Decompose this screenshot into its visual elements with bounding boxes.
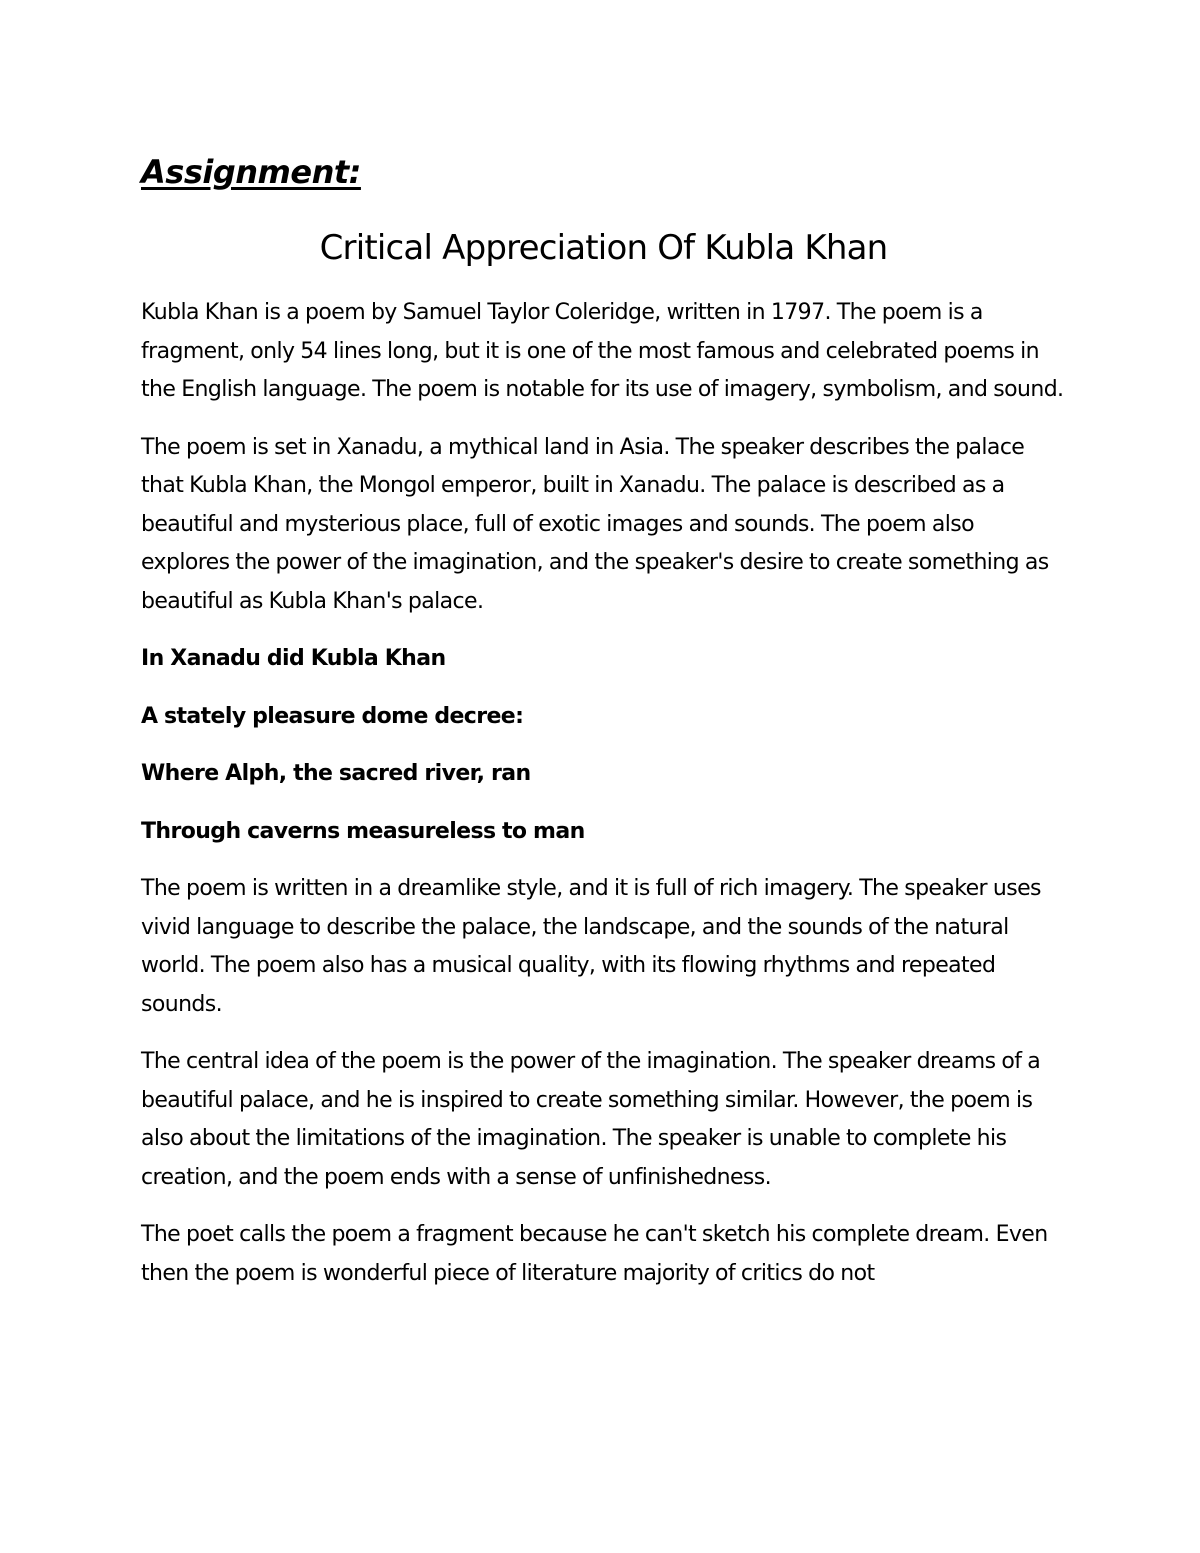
assignment-heading: Assignment: (141, 153, 361, 191)
paragraph-style: The poem is written in a dreamlike style, and it is full of rich imagery. The speaker uses vivid language to describe the palace, the landscape, and the sounds of the natural world. The poem also has a musical quality, with its flowing rhythms and repeated sounds. (141, 876, 1041, 1017)
verse-line-1: In Xanadu did Kubla Khan (141, 646, 446, 671)
paragraph-setting: The poem is set in Xanadu, a mythical land in Asia. The speaker describes the palace that Kubla Khan, the Mongol emperor, built in Xanadu. The palace is described as a beautiful and mysterious place, full of exotic images and sounds. The poem also explores the power of the imagination, and the speaker's desire to create something as beautiful as Kubla Khan's palace. (141, 434, 1049, 614)
paragraph-intro: Kubla Khan is a poem by Samuel Taylor Coleridge, written in 1797. The poem is a fragment, only 54 lines long, but it is one of the most famous and celebrated poems in the English language. The poem is notable for its use of imagery, symbolism, and sound. (141, 300, 1064, 402)
document-title: Critical Appreciation Of Kubla Khan (319, 228, 888, 268)
verse-line-4: Through caverns measureless to man (141, 818, 585, 844)
paragraph-fragment: The poet calls the poem a fragment because he can't sketch his complete dream. Even then the poem is wonderful piece of literature majority of critics do not (141, 1222, 1048, 1286)
paragraph-central-idea: The central idea of the poem is the power of the imagination. The speaker dreams of a beautiful palace, and he is inspired to create something similar. However, the poem is also about the limitations of the imagination. The speaker is unable to complete his creation, and the poem ends with a sense of unfinishedness. (141, 1049, 1041, 1190)
verse-line-2: A stately pleasure dome decree: (141, 703, 524, 729)
document-body (141, 146, 1066, 1293)
verse-line-3: Where Alph, the sacred river, ran (141, 761, 531, 786)
